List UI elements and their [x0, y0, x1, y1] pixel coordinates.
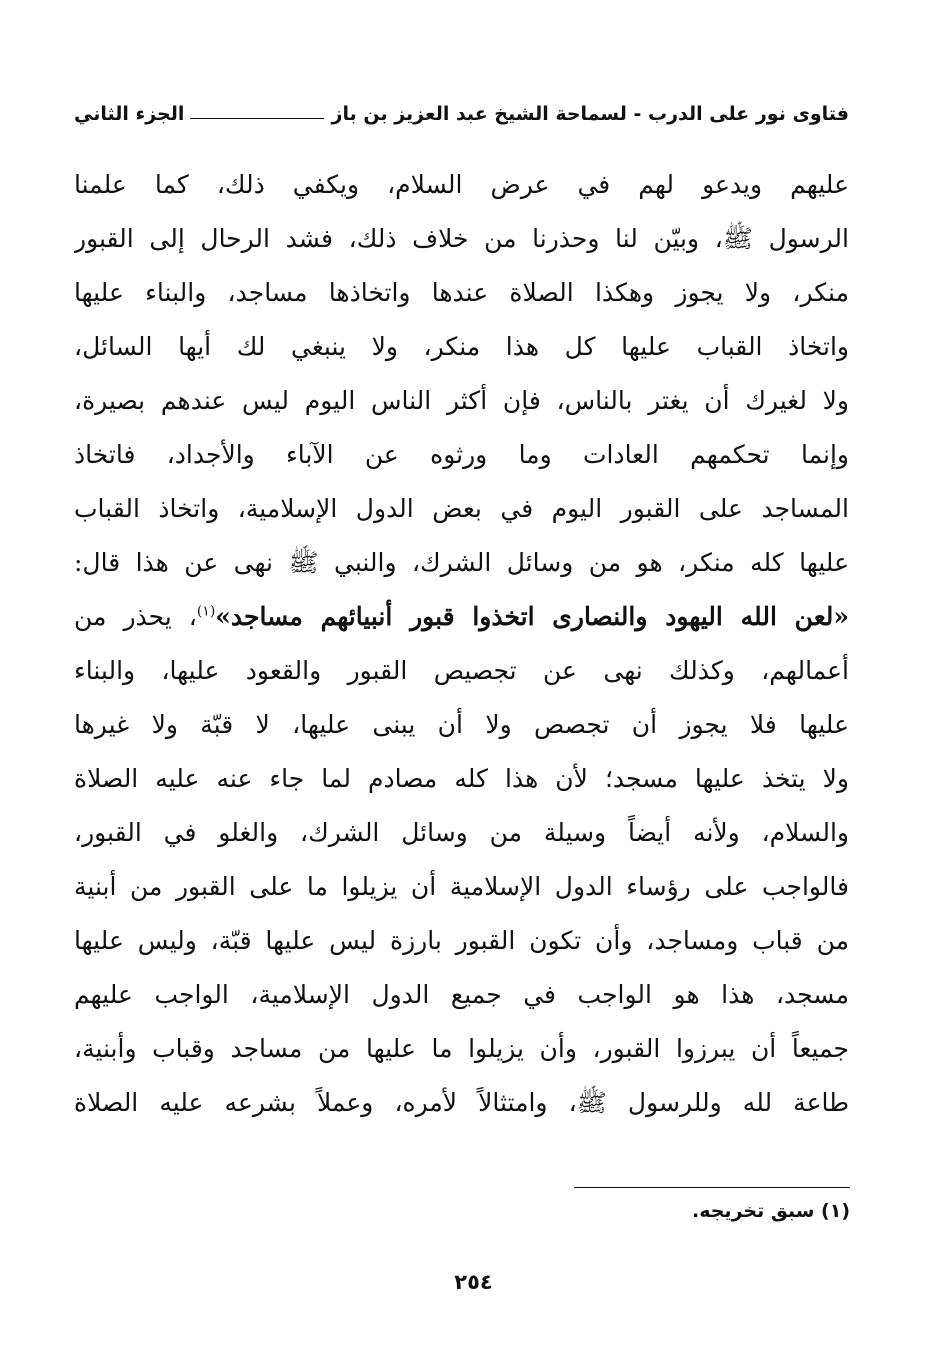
- hadith-quote: «لعن الله اليهود والنصارى اتخذوا قبور أنبيائهم مساجد»: [215, 602, 849, 631]
- text-line: منكر، ولا يجوز وهكذا الصلاة عندها واتخاذها مساجد، والبناء عليها: [74, 278, 849, 307]
- text-line: طاعة لله وللرسول ﷺ، وامتثالاً لأمره، وعملاً بشرعه عليه الصلاة: [74, 1088, 849, 1117]
- footnote-marker: (١): [196, 603, 216, 620]
- footnote-rule: [574, 1187, 850, 1188]
- text-line: الرسول ﷺ، وبيّن لنا وحذرنا من خلاف ذلك، فشد الرحال إلى القبور: [74, 224, 849, 253]
- text-line: ولا لغيرك أن يغتر بالناس، فإن أكثر الناس اليوم ليس عندهم بصيرة،: [74, 386, 849, 415]
- text-line: من قباب ومساجد، وأن تكون القبور بارزة ليس عليها قبّة، وليس عليها: [74, 926, 849, 955]
- text-line: وإنما تحكمهم العادات وما ورثوه عن الآباء والأجداد، فاتخاذ: [74, 440, 849, 469]
- text-line: المساجد على القبور اليوم في بعض الدول الإسلامية، واتخاذ القباب: [74, 494, 849, 523]
- text-line: أعمالهم، وكذلك نهى عن تجصيص القبور والقعود عليها، والبناء: [74, 656, 849, 685]
- header-rule: [190, 118, 323, 119]
- hadith-line-rest: ، يحذر من: [74, 602, 197, 631]
- text-line: عليها فلا يجوز أن تجصص ولا أن يبنى عليها، لا قبّة ولا غيرها: [74, 710, 849, 739]
- text-line: فالواجب على رؤساء الدول الإسلامية أن يزيلوا ما على القبور من أبنية: [74, 872, 849, 901]
- page-number: ٢٥٤: [454, 1270, 493, 1294]
- part-label: الجزء الثاني: [74, 103, 185, 125]
- text-line: واتخاذ القباب عليها كل هذا منكر، ولا ينبغي لك أيها السائل،: [74, 332, 849, 361]
- text-line: جميعاً أن يبرزوا القبور، وأن يزيلوا ما عليها من مساجد وقباب وأبنية،: [74, 1034, 849, 1063]
- text-line: عليها كله منكر، هو من وسائل الشرك، والنبي ﷺ نهى عن هذا قال:: [74, 548, 849, 577]
- footnote: (١) سبق تخريجه.: [692, 1200, 850, 1222]
- text-line: مسجد، هذا هو الواجب في جميع الدول الإسلامية، الواجب عليهم: [74, 980, 849, 1009]
- text-line: ولا يتخذ عليها مسجد؛ لأن هذا كله مصادم لما جاء عنه عليه الصلاة: [74, 764, 849, 793]
- text-line: والسلام، ولأنه أيضاً وسيلة من وسائل الشرك، والغلو في القبور،: [74, 818, 849, 847]
- body-text: [74, 158, 849, 1130]
- text-line: عليهم ويدعو لهم في عرض السلام، ويكفي ذلك، كما علمنا: [74, 170, 849, 199]
- running-header: [74, 98, 849, 130]
- hadith-line: [74, 590, 849, 644]
- book-title: فتاوى نور على الدرب - لسماحة الشيخ عبد العزيز بن باز: [331, 103, 849, 125]
